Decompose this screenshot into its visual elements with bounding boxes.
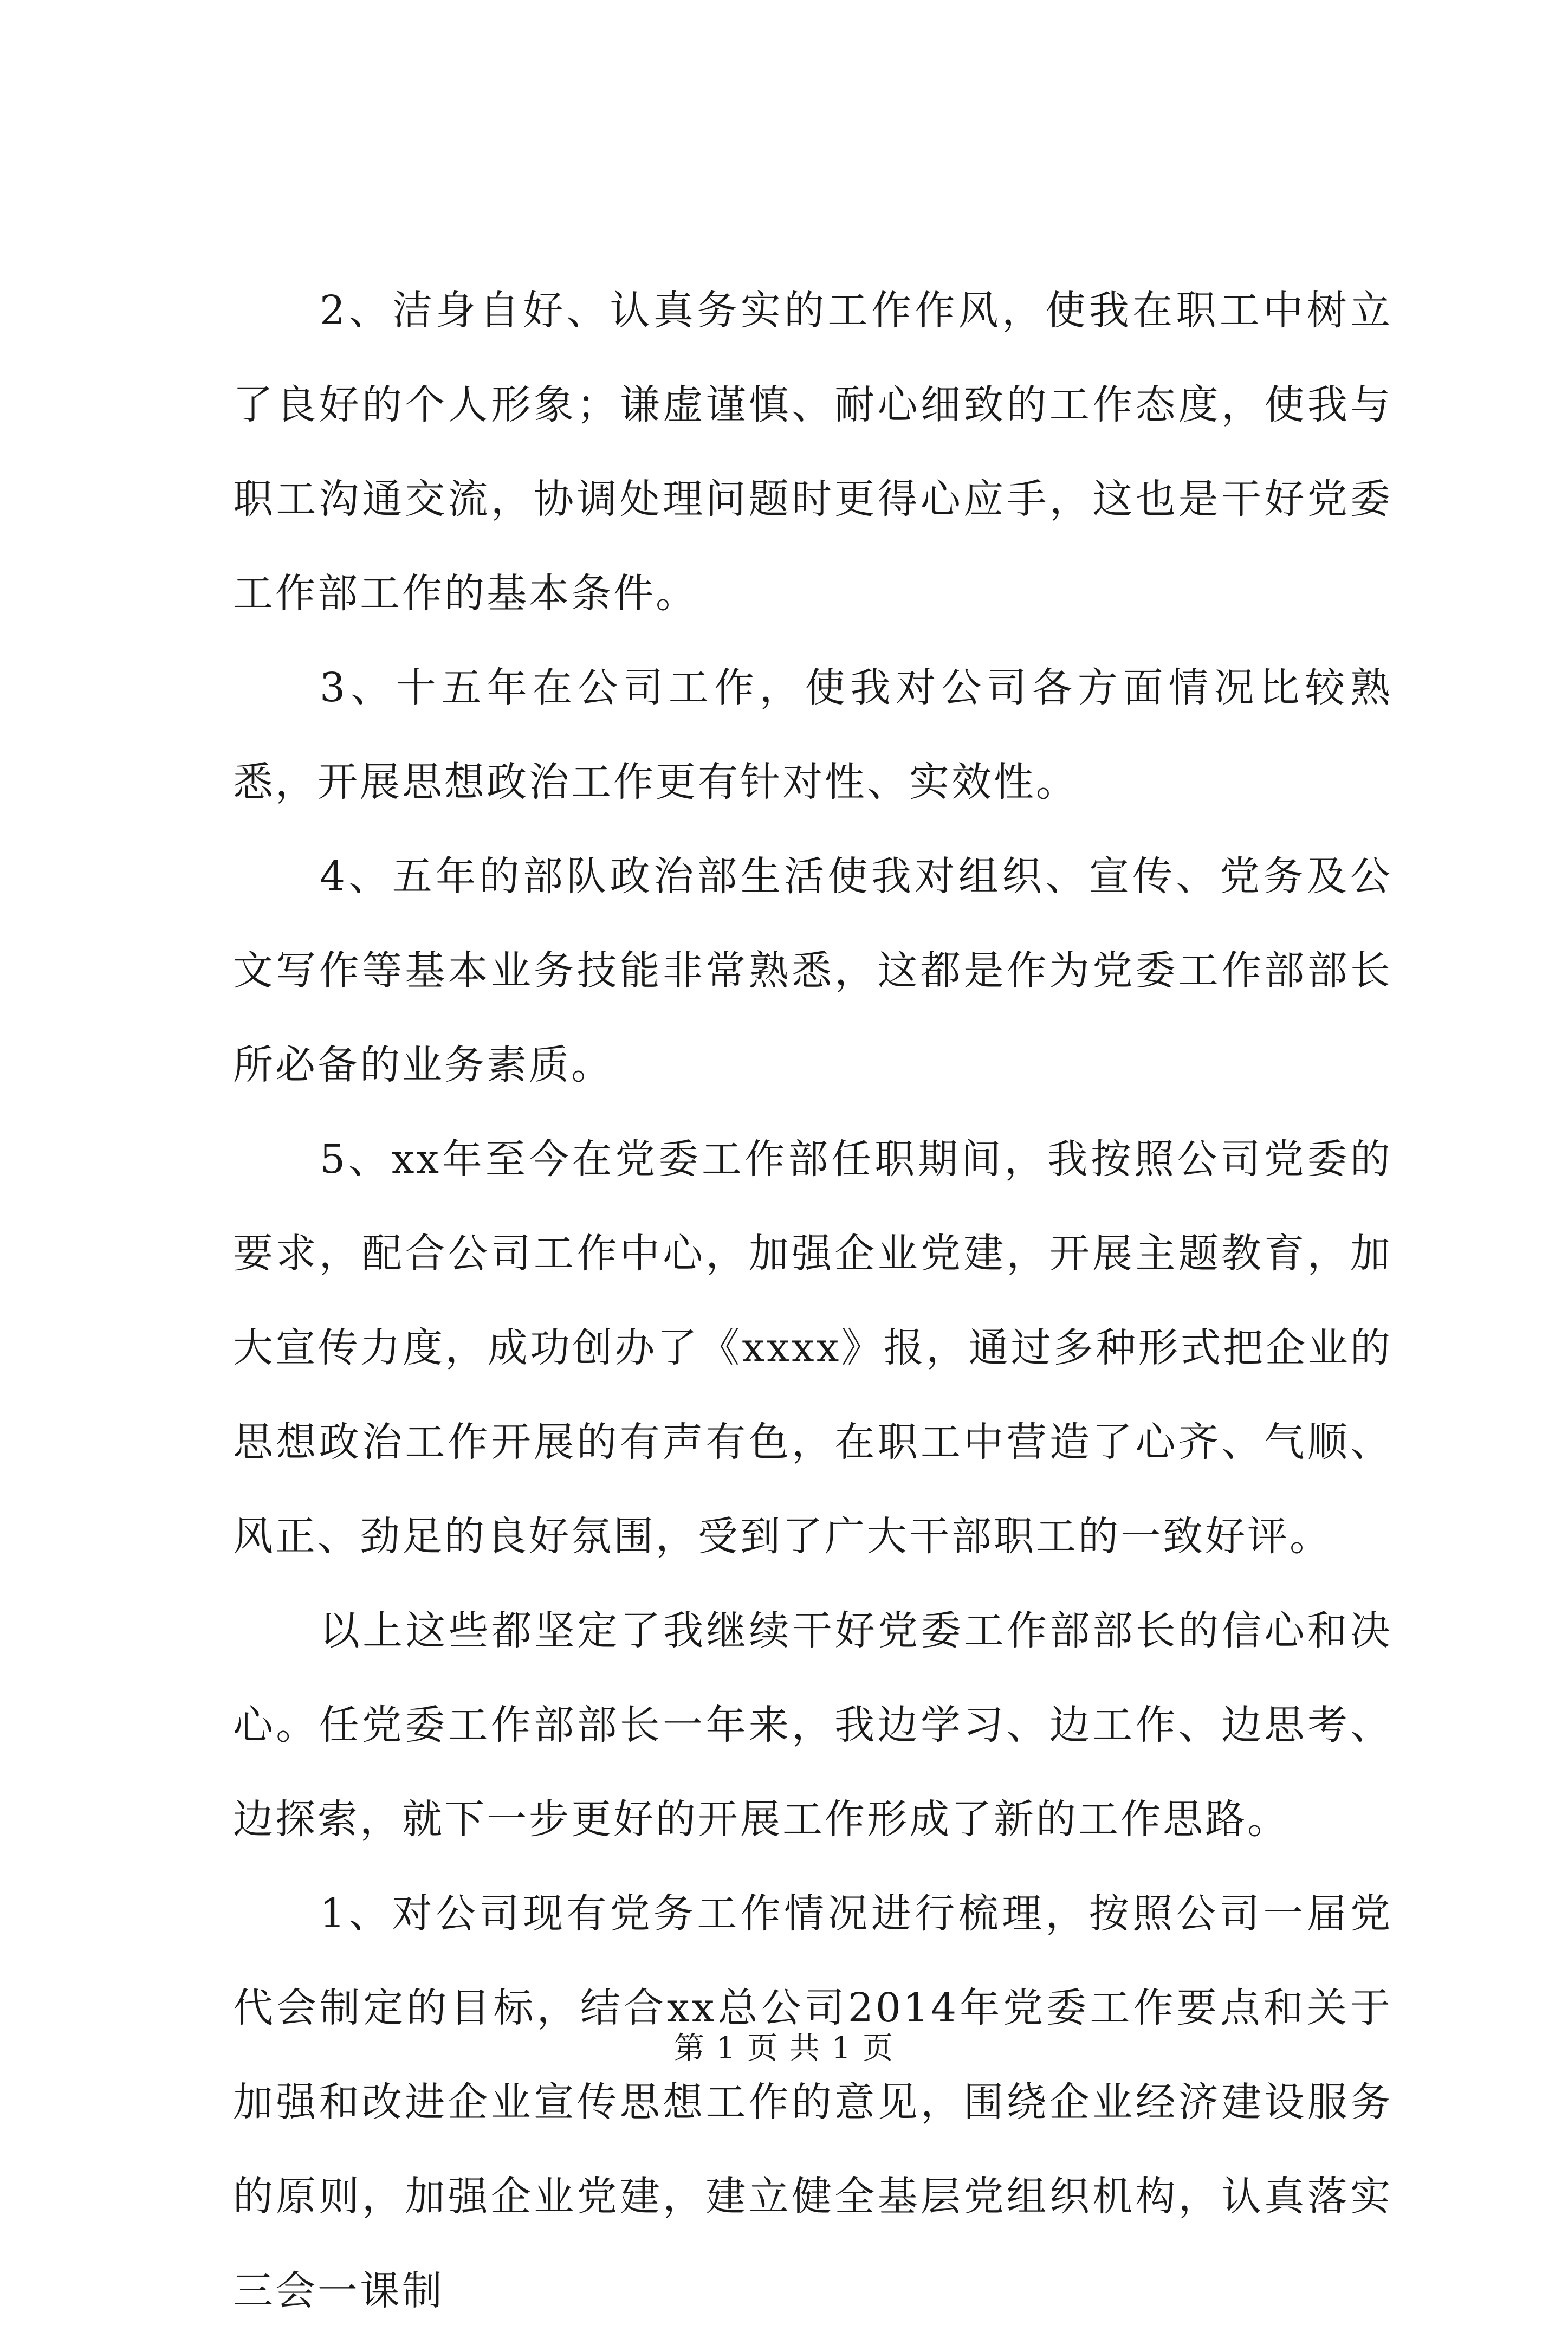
paragraph-item-3: 3、十五年在公司工作，使我对公司各方面情况比较熟悉，开展思想政治工作更有针对性、实效性。 (233, 664, 1392, 805)
page-footer: 第 1 页 共 1 页 (673, 2031, 895, 2066)
paragraph-summary: 以上这些都坚定了我继续干好党委工作部部长的信心和决心。任党委工作部部长一年来，我边学习、边工作、边思考、边探索，就下一步更好的开展工作形成了新的工作思路。 (233, 1607, 1392, 1843)
paragraph-item-4: 4、五年的部队政治部生活使我对组织、宣传、党务及公文写作等基本业务技能非常熟悉，这都是作为党委工作部部长所必备的业务素质。 (233, 853, 1392, 1088)
paragraph-plan-item-1: 1、对公司现有党务工作情况进行梳理，按照公司一届党代会制定的目标，结合xx总公司2014年党委工作要点和关于加强和改进企业宣传思想工作的意见，围绕企业经济建设服务的原则，加强企业党建，建立健全基层党组织机构，认真落实三会一课制 (233, 1890, 1392, 2314)
paragraph-item-5: 5、xx年至今在党委工作部任职期间，我按照公司党委的要求，配合公司工作中心，加强企业党建，开展主题教育，加大宣传力度，成功创办了《xxxx》报，通过多种形式把企业的思想政治工作开展的有声有色，在职工中营造了心齐、气顺、风正、劲足的良好氛围，受到了广大干部职工的一致好评。 (233, 1136, 1392, 1560)
paragraph-item-2: 2、洁身自好、认真务实的工作作风，使我在职工中树立了良好的个人形象；谦虚谨慎、耐心细致的工作态度，使我与职工沟通交流，协调处理问题时更得心应手，这也是干好党委工作部工作的基本条件。 (233, 287, 1392, 617)
